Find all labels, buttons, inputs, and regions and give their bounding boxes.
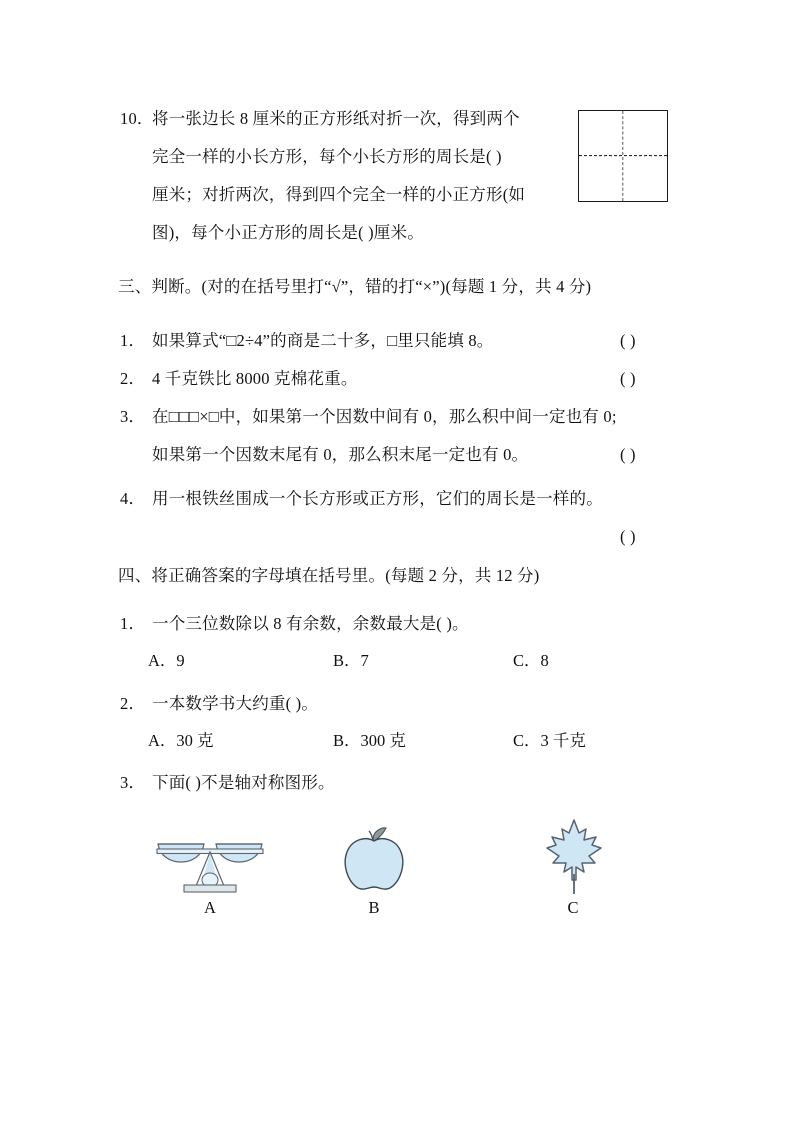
mc-item-2-option-a[interactable]: A．30 克 xyxy=(148,731,214,750)
question-10-line-1: 将一张边长 8 厘米的正方形纸对折一次，得到两个 xyxy=(152,109,520,128)
apple-figure[interactable] xyxy=(338,824,410,896)
mc-item-1-option-c[interactable]: C．8 xyxy=(513,651,549,670)
horizontal-fold-line xyxy=(579,155,667,156)
mc-item-2-stem: 一本数学书大约重( )。 xyxy=(152,694,319,713)
tf-item-3-line-2: 如果第一个因数末尾有 0，那么积末尾一定也有 0。 xyxy=(152,445,529,464)
tf-item-1-text: 如果算式“□2÷4”的商是二十多，□里只能填 8。 xyxy=(152,331,494,350)
tf-item-3-line-1: 在□□□×□中，如果第一个因数中间有 0，那么积中间一定也有 0; xyxy=(152,407,617,426)
tf-item-2-answer-box[interactable]: ( ) xyxy=(620,369,636,388)
section-3-heading: 三、判断。(对的在括号里打“√”，错的打“×”)(每题 1 分，共 4 分) xyxy=(118,277,592,296)
tf-item-4-answer-box[interactable]: ( ) xyxy=(620,527,636,546)
tf-item-2-text: 4 千克铁比 8000 克棉花重。 xyxy=(152,369,358,388)
mc-item-2-option-c[interactable]: C．3 千克 xyxy=(513,731,586,750)
balance-scale-figure[interactable] xyxy=(152,828,268,896)
question-10-line-3: 厘米；对折两次，得到四个完全一样的小正方形(如 xyxy=(152,185,526,204)
folded-square-diagram xyxy=(578,110,668,202)
tf-item-3-answer-box[interactable]: ( ) xyxy=(620,445,636,464)
mc-item-1-option-b[interactable]: B．7 xyxy=(333,651,369,670)
tf-item-4-text: 用一根铁丝围成一个长方形或正方形，它们的周长是一样的。 xyxy=(152,489,603,508)
mc-item-3-stem: 下面( )不是轴对称图形。 xyxy=(152,773,335,792)
mc-item-3-number: 3． xyxy=(120,773,146,792)
question-10-line-4: 图)，每个小正方形的周长是( )厘米。 xyxy=(152,223,424,242)
tf-item-2-number: 2． xyxy=(120,369,146,388)
maple-leaf-figure[interactable] xyxy=(545,818,603,898)
question-10-number: 10． xyxy=(120,109,154,128)
section-4-heading: 四、将正确答案的字母填在括号里。(每题 2 分，共 12 分) xyxy=(118,566,540,585)
tf-item-1-number: 1． xyxy=(120,331,146,350)
mc-item-1-number: 1． xyxy=(120,614,146,633)
figure-label-a: A xyxy=(204,898,216,917)
mc-item-2-option-b[interactable]: B．300 克 xyxy=(333,731,406,750)
mc-item-1-stem: 一个三位数除以 8 有余数，余数最大是( )。 xyxy=(152,614,469,633)
mc-item-1-option-a[interactable]: A．9 xyxy=(148,651,185,670)
figure-label-b: B xyxy=(368,898,380,917)
figure-label-c: C xyxy=(567,898,579,917)
tf-item-4-number: 4． xyxy=(120,489,146,508)
mc-item-2-number: 2． xyxy=(120,694,146,713)
question-10-line-2: 完全一样的小长方形，每个小长方形的周长是( ) xyxy=(152,147,502,166)
tf-item-3-number: 3． xyxy=(120,407,146,426)
tf-item-1-answer-box[interactable]: ( ) xyxy=(620,331,636,350)
